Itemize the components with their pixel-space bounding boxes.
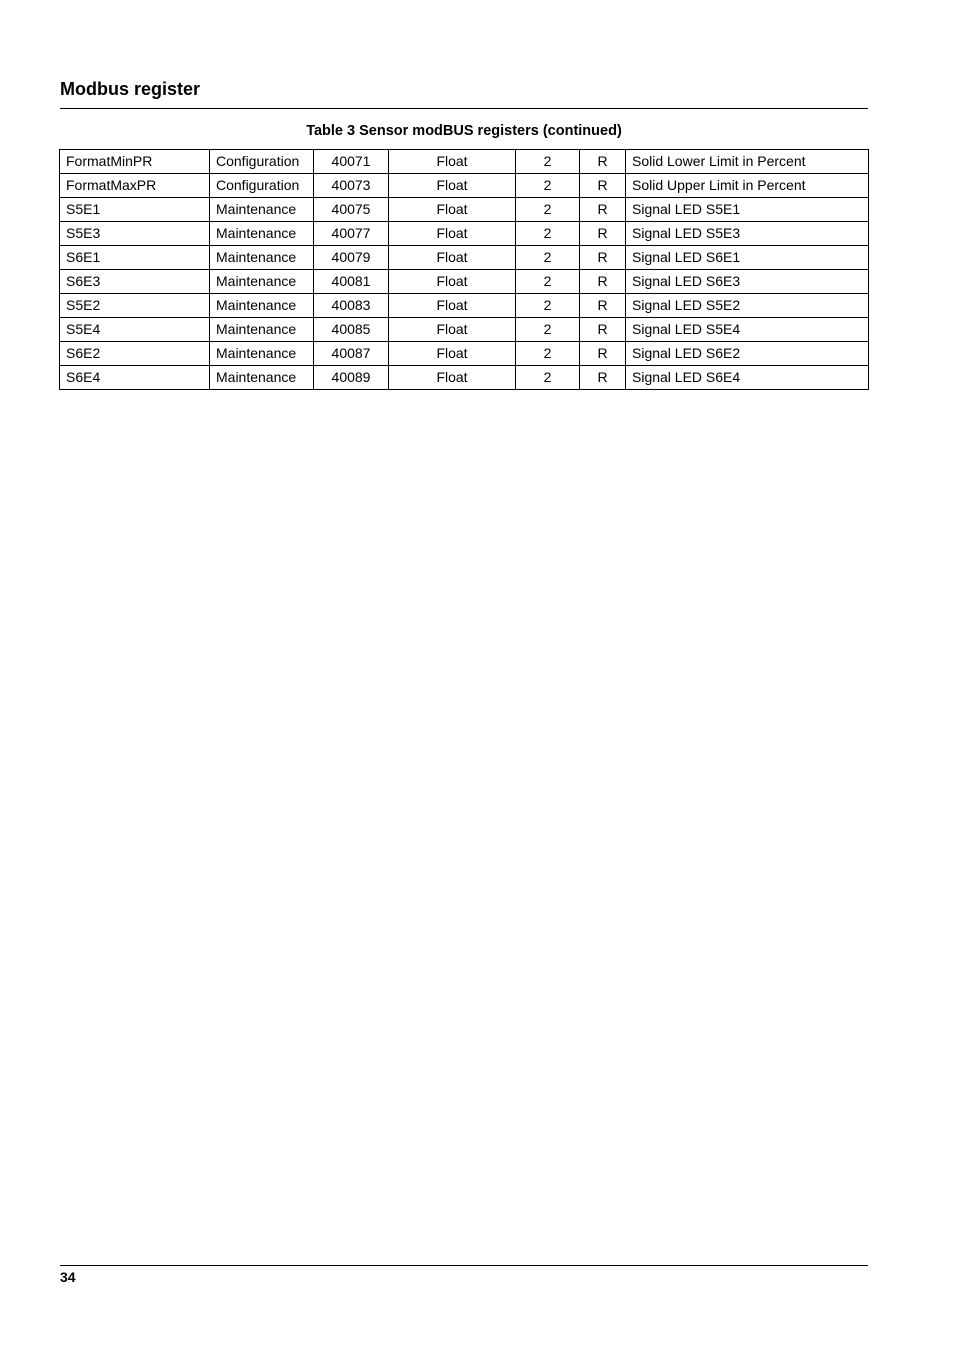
cell-register: 40075 (314, 198, 389, 222)
cell-length: 2 (516, 366, 580, 390)
cell-register: 40085 (314, 318, 389, 342)
cell-data-type: Float (389, 342, 516, 366)
cell-length: 2 (516, 318, 580, 342)
cell-access: R (580, 222, 626, 246)
cell-group: Maintenance (210, 342, 314, 366)
cell-length: 2 (516, 246, 580, 270)
cell-data-type: Float (389, 174, 516, 198)
cell-data-type: Float (389, 270, 516, 294)
cell-description: Solid Lower Limit in Percent (626, 150, 869, 174)
cell-register: 40089 (314, 366, 389, 390)
table-row (60, 270, 869, 294)
cell-data-type: Float (389, 366, 516, 390)
cell-description: Signal LED S5E4 (626, 318, 869, 342)
cell-group: Configuration (210, 150, 314, 174)
cell-access: R (580, 366, 626, 390)
cell-length: 2 (516, 222, 580, 246)
cell-group: Maintenance (210, 318, 314, 342)
cell-description: Signal LED S5E2 (626, 294, 869, 318)
cell-description: Signal LED S5E1 (626, 198, 869, 222)
cell-register: 40071 (314, 150, 389, 174)
table-body (60, 150, 869, 390)
cell-tag: S6E4 (60, 366, 210, 390)
table-row (60, 198, 869, 222)
cell-tag: S5E4 (60, 318, 210, 342)
cell-tag: FormatMinPR (60, 150, 210, 174)
table-row (60, 222, 869, 246)
page-number: 34 (60, 1269, 76, 1285)
table-row (60, 246, 869, 270)
cell-tag: S5E3 (60, 222, 210, 246)
footer-divider (60, 1265, 868, 1266)
cell-tag: S6E2 (60, 342, 210, 366)
cell-register: 40077 (314, 222, 389, 246)
cell-group: Maintenance (210, 222, 314, 246)
cell-length: 2 (516, 198, 580, 222)
cell-length: 2 (516, 294, 580, 318)
cell-access: R (580, 198, 626, 222)
cell-group: Maintenance (210, 294, 314, 318)
table-row (60, 342, 869, 366)
cell-data-type: Float (389, 198, 516, 222)
cell-access: R (580, 342, 626, 366)
cell-tag: FormatMaxPR (60, 174, 210, 198)
cell-access: R (580, 270, 626, 294)
cell-access: R (580, 246, 626, 270)
cell-description: Signal LED S6E1 (626, 246, 869, 270)
modbus-register-table (59, 149, 869, 390)
cell-description: Signal LED S5E3 (626, 222, 869, 246)
cell-register: 40083 (314, 294, 389, 318)
cell-access: R (580, 294, 626, 318)
header-divider (60, 108, 868, 109)
cell-length: 2 (516, 342, 580, 366)
cell-tag: S5E2 (60, 294, 210, 318)
cell-group: Maintenance (210, 246, 314, 270)
cell-access: R (580, 150, 626, 174)
cell-data-type: Float (389, 222, 516, 246)
cell-register: 40081 (314, 270, 389, 294)
cell-register: 40087 (314, 342, 389, 366)
table-row (60, 150, 869, 174)
cell-register: 40073 (314, 174, 389, 198)
table-row (60, 366, 869, 390)
table-row (60, 318, 869, 342)
cell-description: Signal LED S6E2 (626, 342, 869, 366)
cell-group: Maintenance (210, 270, 314, 294)
cell-tag: S5E1 (60, 198, 210, 222)
table-row (60, 294, 869, 318)
cell-tag: S6E1 (60, 246, 210, 270)
cell-length: 2 (516, 174, 580, 198)
cell-data-type: Float (389, 318, 516, 342)
cell-data-type: Float (389, 294, 516, 318)
cell-access: R (580, 318, 626, 342)
table-caption: Table 3 Sensor modBUS registers (continued) (306, 123, 622, 139)
cell-register: 40079 (314, 246, 389, 270)
cell-data-type: Float (389, 246, 516, 270)
cell-tag: S6E3 (60, 270, 210, 294)
cell-data-type: Float (389, 150, 516, 174)
cell-length: 2 (516, 270, 580, 294)
cell-group: Maintenance (210, 366, 314, 390)
cell-access: R (580, 174, 626, 198)
cell-group: Configuration (210, 174, 314, 198)
cell-description: Signal LED S6E4 (626, 366, 869, 390)
page-title: Modbus register (60, 79, 201, 99)
cell-description: Signal LED S6E3 (626, 270, 869, 294)
cell-description: Solid Upper Limit in Percent (626, 174, 869, 198)
cell-group: Maintenance (210, 198, 314, 222)
table-row (60, 174, 869, 198)
cell-length: 2 (516, 150, 580, 174)
